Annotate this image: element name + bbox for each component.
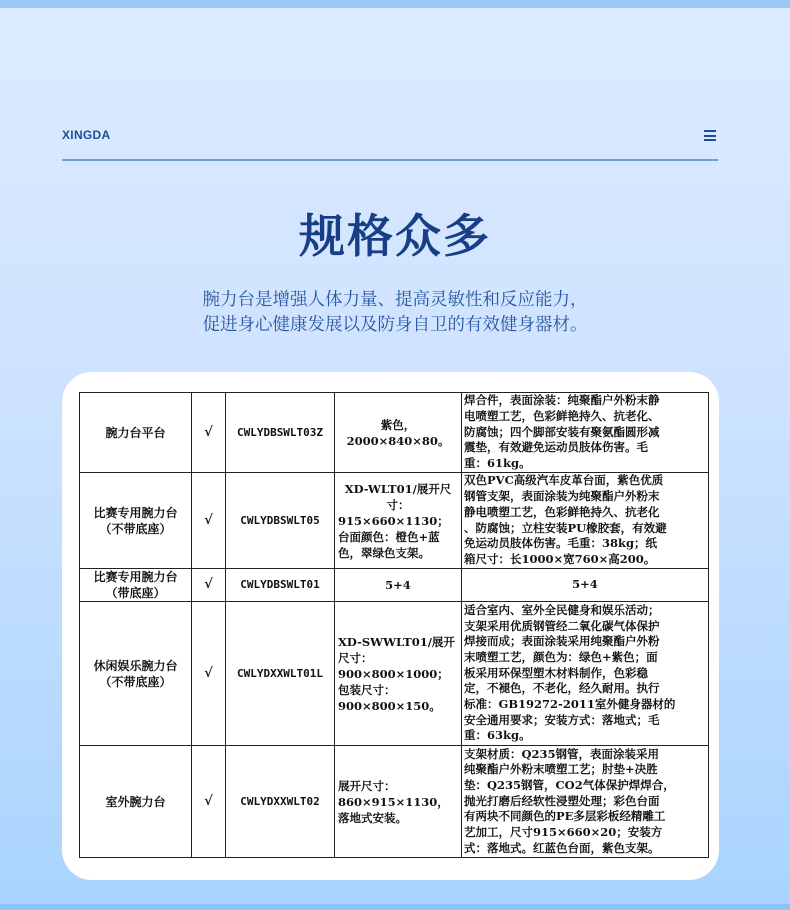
header-divider: [62, 159, 718, 161]
description-cell-line: 末喷塑工艺，颜色为：绿色+紫色；面: [464, 649, 658, 664]
spec-cell-line: 860×915×1130，: [338, 794, 449, 809]
product-name-cell-line: 休闲娱乐腕力台: [93, 658, 178, 673]
description-cell-line: 式：落地式。红蓝色台面，紫色支架。: [464, 840, 660, 855]
spec-cell-line: XD-SWWLT01/展开: [338, 634, 455, 649]
description-cell-line: 重：63kg。: [464, 728, 531, 743]
check-mark-icon-line: √: [204, 424, 213, 440]
spec-cell-line: 包装尺寸：: [338, 682, 396, 697]
top-accent-strip: [0, 0, 790, 8]
check-mark-icon: [192, 569, 226, 602]
description-cell-line: 垫：Q235钢管，CO2气体保护焊焊合，: [464, 777, 675, 792]
product-name-cell-line: 腕力台平台: [105, 425, 166, 440]
description-cell-line: 防腐蚀；四个脚部安装有聚氨酯圆形减: [464, 424, 660, 439]
spec-cell-line: XD-WLT01/展开尺: [344, 481, 452, 496]
description-cell-line: 箱尺寸：长1000×宽760×高200。: [464, 551, 656, 566]
product-name-cell-line: （不带底座）: [99, 521, 172, 536]
model-number-cell: [226, 602, 335, 746]
spec-cell: [335, 473, 462, 569]
model-number-cell: [226, 569, 335, 602]
description-cell-line: 5+4: [572, 577, 598, 592]
model-number-cell: [226, 393, 335, 473]
product-name-cell-line: （带底座）: [105, 586, 166, 600]
product-name-cell-line: 比赛专用腕力台: [93, 505, 178, 520]
description-line: 腕力台是增强人体力量、提高灵敏性和反应能力，: [202, 290, 588, 310]
hamburger-menu-icon[interactable]: [704, 130, 716, 141]
spec-cell: [335, 569, 462, 602]
table-row: [80, 569, 709, 602]
spec-cell-line: 展开尺寸：: [338, 778, 396, 793]
description-cell-line: 适合室内、室外全民健身和娱乐活动；: [464, 602, 660, 617]
brand-logo-text[interactable]: XINGDA: [62, 128, 111, 142]
description-cell-line: 定，不褪色，不老化，经久耐用。执行: [464, 681, 660, 696]
spec-cell: [335, 746, 462, 858]
model-number-cell-line: CWLYDBSWLT01: [240, 578, 320, 591]
description-cell: [462, 393, 709, 473]
check-mark-icon-line: √: [204, 665, 213, 681]
description-cell-line: 电喷塑工艺，色彩鲜艳持久、抗老化、: [464, 408, 660, 423]
description-cell-line: 支架采用优质钢管经二氧化碳气体保护: [464, 618, 660, 633]
description-cell-line: 支架材质：Q235钢管，表面涂装采用: [464, 746, 660, 761]
model-number-cell: [226, 473, 335, 569]
page-title: 规格众多: [299, 209, 491, 263]
description-line: 促进身心健康发展以及防身自卫的有效健身器材。: [202, 315, 588, 335]
description-cell-line: 纯聚酯户外粉末喷塑工艺；肘垫+决胜: [464, 762, 658, 777]
check-mark-icon-line: √: [204, 512, 213, 528]
product-name-cell: [80, 569, 192, 602]
spec-cell-line: 915×660×1130；: [338, 513, 449, 528]
model-number-cell: [226, 746, 335, 858]
spec-cell-line: 5+4: [385, 578, 411, 592]
table-row: [80, 746, 709, 858]
model-number-cell-line: CWLYDXXWLT01L: [236, 666, 324, 680]
product-name-cell: [80, 602, 192, 746]
table-row: [80, 602, 709, 746]
description-cell: [462, 569, 709, 602]
product-name-cell: [80, 746, 192, 858]
check-mark-icon-line: √: [204, 577, 213, 592]
product-name-cell: [80, 473, 192, 569]
description-cell-line: 焊接而成；表面涂装采用纯聚酯户外粉: [464, 634, 660, 649]
description-cell-line: 安全通用要求；安装方式：落地式；毛: [464, 712, 660, 727]
spec-cell-line: 900×800×1000；: [338, 666, 449, 681]
check-mark-icon: [192, 602, 226, 746]
description-cell-line: 艺加工，尺寸915×660×20；安装方: [464, 825, 663, 840]
model-number-cell-line: CWLYDBSWLT05: [240, 513, 320, 527]
description-cell-line: 双色PVC高级汽车皮革台面，紫色优质: [464, 473, 664, 488]
check-mark-icon-line: √: [204, 793, 213, 809]
description-cell: [462, 473, 709, 569]
page-description: [0, 288, 790, 338]
model-number-cell-line: CWLYDXXWLT02: [240, 794, 320, 808]
spec-cell-line: 寸：: [386, 497, 410, 512]
check-mark-icon: [192, 473, 226, 569]
spec-table: [79, 392, 709, 858]
description-cell-line: 抛光打磨后经软性浸塑处理；彩色台面: [464, 793, 660, 808]
product-name-cell: [80, 393, 192, 473]
table-row: [80, 473, 709, 569]
description-cell-line: 静电喷塑工艺，色彩鲜艳持久、抗老化: [464, 504, 660, 519]
check-mark-icon: [192, 393, 226, 473]
description-cell-line: 重：61kg。: [464, 456, 531, 471]
table-row: [80, 393, 709, 473]
description-cell-line: 震垫，有效避免运动员肢体伤害。毛: [464, 440, 648, 455]
description-cell-line: 焊合件，表面涂装：纯聚酯户外粉末静: [464, 393, 660, 408]
spec-cell-line: 紫色，: [380, 417, 416, 432]
description-cell-line: 免运动员肢体伤害。毛重：38kg；纸: [464, 536, 658, 551]
description-cell-line: 板采用环保型塑木材料制作，色彩稳: [464, 665, 648, 680]
spec-cell-line: 色，翠绿色支架。: [338, 545, 430, 560]
description-cell-line: 、防腐蚀；立柱安装PU橡胶套，有效避: [464, 520, 667, 535]
spec-card: [62, 372, 719, 880]
spec-cell-line: 落地式安装。: [338, 810, 407, 825]
product-name-cell-line: 室外腕力台: [105, 794, 166, 809]
spec-cell: [335, 602, 462, 746]
description-cell-line: 钢管支架，表面涂装为纯聚酯户外粉末: [464, 489, 660, 504]
check-mark-icon: [192, 746, 226, 858]
product-name-cell-line: （不带底座）: [99, 674, 172, 689]
spec-cell-line: 台面颜色：橙色+蓝: [338, 529, 440, 544]
bottom-accent-strip: [0, 904, 790, 910]
product-name-cell-line: 比赛专用腕力台: [93, 570, 178, 584]
spec-cell: [335, 393, 462, 473]
spec-cell-line: 尺寸：: [338, 650, 373, 665]
spec-cell-line: 900×800×150。: [338, 698, 441, 713]
model-number-cell-line: CWLYDBSWLT03Z: [236, 425, 324, 439]
description-cell-line: 标准：GB19272-2011室外健身器材的: [464, 697, 676, 712]
spec-cell-line: 2000×840×80。: [346, 433, 450, 448]
description-cell: [462, 602, 709, 746]
description-cell: [462, 746, 709, 858]
description-cell-line: 有两块不同颜色的PE多层彩板经精雕工: [464, 809, 666, 824]
site-header: [62, 128, 718, 162]
